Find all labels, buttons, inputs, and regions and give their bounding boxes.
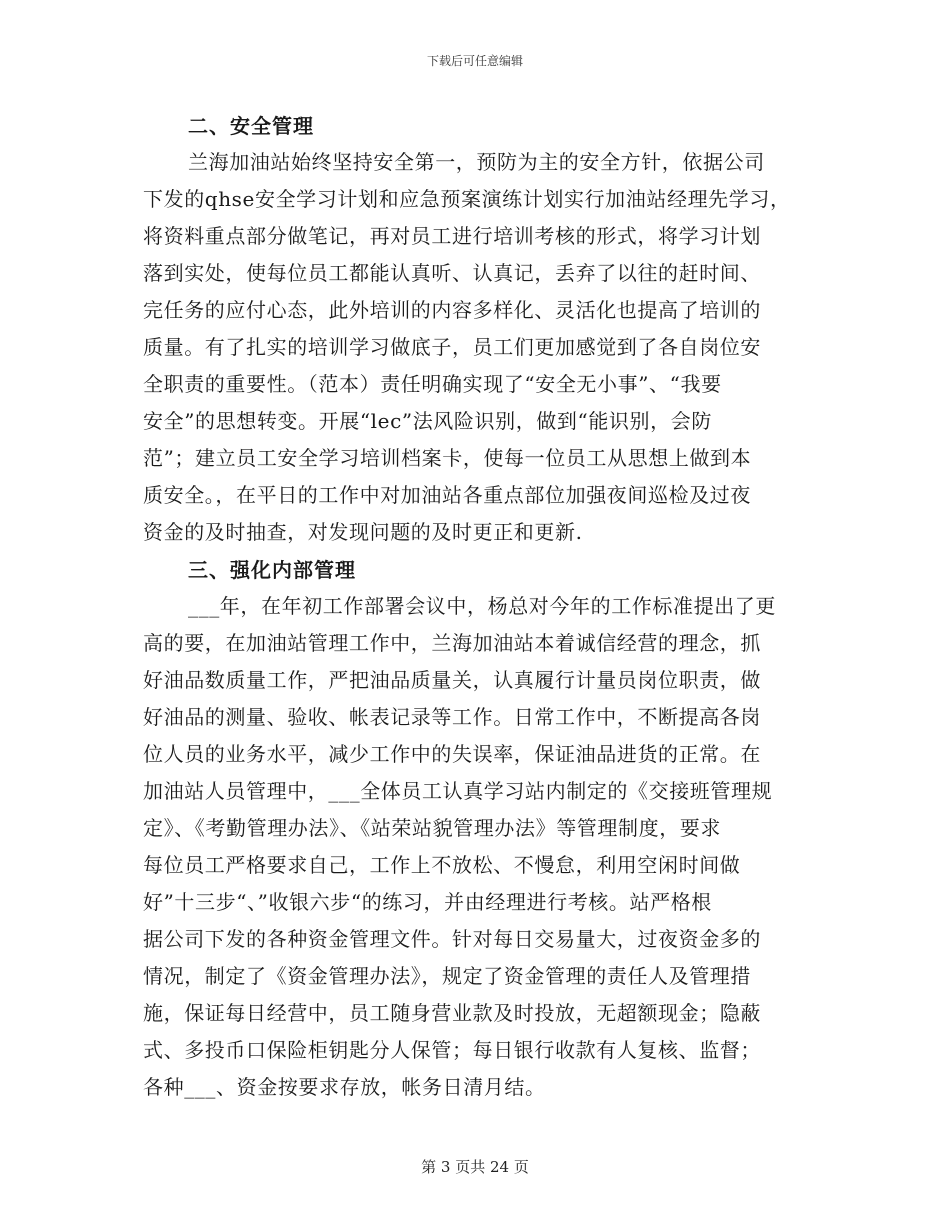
paragraph-line: 各种___、资金按要求存放，帐务日清月结。 — [143, 1075, 546, 1099]
paragraph-line: 式、多投币口保险柜钥匙分人保管；每日银行收款有人复核、监督； — [143, 1038, 761, 1062]
paragraph-line: 落到实处，使每位员工都能认真听、认真记，丢弃了以往的赶时间、 — [143, 261, 761, 285]
paragraph-line: 范”；建立员工安全学习培训档案卡，使每一位员工从思想上做到本 — [143, 446, 752, 470]
paragraph-line: 质量。有了扎实的培训学习做底子，员工们更加感觉到了各自岗位安 — [143, 335, 761, 359]
paragraph-line: 好油品数质量工作，严把油品质量关，认真履行计量员岗位职责，做 — [143, 668, 761, 692]
paragraph-line: 下发的qhse安全学习计划和应急预案演练计划实行加油站经理先学习， — [143, 187, 791, 211]
paragraph-line: 位人员的业务水平，减少工作中的失误率，保证油品进货的正常。在 — [143, 742, 761, 766]
paragraph-line: 质安全。，在平日的工作中对加油站各重点部位加强夜间巡检及过夜 — [143, 483, 751, 507]
paragraph-line: 完任务的应付心态，此外培训的内容多样化、灵活化也提高了培训的 — [143, 298, 761, 322]
section-heading-internal-management: 三、强化内部管理 — [188, 558, 356, 582]
paragraph-line: 全职责的重要性。（范本）责任明确实现了“安全无小事”、“我要 — [143, 372, 722, 396]
paragraph-line: 每位员工严格要求自己，工作上不放松、不慢怠，利用空闲时间做 — [143, 853, 741, 877]
page-header: 下载后可任意编辑 — [426, 54, 523, 68]
paragraph-line: 施，保证每日经营中，员工随身营业款及时投放，无超额现金；隐蔽 — [143, 1001, 761, 1025]
paragraph-line: 资金的及时抽查，对发现问题的及时更正和更新. — [143, 520, 583, 544]
paragraph-line: 好”十三步“、”收银六步“的练习，并由经理进行考核。站严格根 — [143, 890, 712, 914]
page-footer: 第 3 页共 24 页 — [421, 1158, 529, 1176]
paragraph-line: 情况，制定了《资金管理办法》，规定了资金管理的责任人及管理措 — [143, 964, 751, 988]
paragraph-line: 兰海加油站始终坚持安全第一，预防为主的安全方针，依据公司 — [188, 150, 765, 174]
paragraph-line: 加油站人员管理中，___全体员工认真学习站内制定的《交接班管理规 — [143, 779, 773, 803]
paragraph-line: 安全”的思想转变。开展“lec”法风险识别，做到“能识别，会防 — [143, 409, 712, 433]
paragraph-line: 定》、《考勤管理办法》、《站荣站貌管理办法》等管理制度，要求 — [143, 816, 721, 840]
paragraph-line: 将资料重点部分做笔记，再对员工进行培训考核的形式，将学习计划 — [143, 224, 761, 248]
paragraph-line: 据公司下发的各种资金管理文件。针对每日交易量大，过夜资金多的 — [143, 927, 761, 951]
paragraph-line: 高的要，在加油站管理工作中，兰海加油站本着诚信经营的理念，抓 — [143, 631, 761, 655]
paragraph-line: 好油品的测量、验收、帐表记录等工作。日常工作中，不断提高各岗 — [143, 705, 761, 729]
paragraph-line: ___年，在年初工作部署会议中，杨总对今年的工作标准提出了更 — [188, 594, 776, 618]
section-heading-safety: 二、安全管理 — [188, 114, 314, 138]
